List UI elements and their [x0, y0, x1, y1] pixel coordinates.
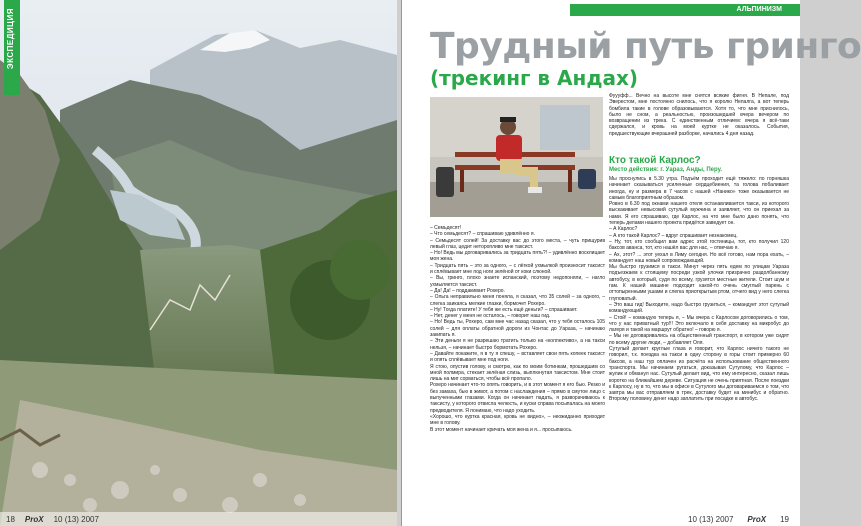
section-kicker: АЛЬПИНИЗМ: [570, 4, 800, 16]
article-subtitle: (трекинг в Андах): [430, 66, 639, 90]
paragraph: – Но! Ведь мы договаривались за тридцать пять?! – удивлённо восклицает моя жена.: [430, 250, 605, 263]
sidebar-header: [609, 155, 789, 173]
paragraph: Ровно в 6.30 под окнами нашего отеля останавливается такси, из которого выскакивает невысокий сутулый мужчина и заявляет, что он приехал за нами. Я его спрашиваю, где Карлос, на что мне было дано понять, что теперь делами нашего проекта придётся заведует он.: [609, 201, 789, 227]
andes-valley-photo: [0, 0, 397, 526]
paragraph: – Тридцать пять – это за одного, – с лёгкой ухмылкой произносит таксист и сплёвывает мне под ноги зелёной от коки слюной.: [430, 262, 605, 276]
brand-logo: ProX: [24, 514, 44, 524]
paragraph: – Это ваш гид! Выходите, надо быстро грузиться, – командует этот сутулый командующий.: [609, 301, 789, 315]
sidebar-meta: Место действия: г. Уараз, Анды, Перу.: [609, 167, 723, 173]
paragraph: – Давайте покажите, я в ту я спешу, – вставляет свои пять копеек таксист и опять сплёвывает мне под ноги.: [430, 350, 605, 364]
section-tab-label: ЭКСПЕДИЦИЯ: [6, 8, 15, 70]
article-column-left: [430, 225, 605, 515]
paragraph: Я стою, опустив голову, и смотрю, как по моим ботинкам, прошедшим со мной полмира, стекает зелёная слизь, выплюнутая таксистом. Мне стоит лишь на миг сорваться, чтобы всё пропало.: [430, 363, 605, 383]
paragraph: Рохеро начинает что-то опять говорить, и в этот момент я его бью. Резко и без замаха, бью в живот, а потом с наслаждения – прямо в смутое лицо с выпученными глазами. Когда он начинает падать, я разворачиваюсь к таксисту, у которого отвисла челюсть, и куски справа посыпалась на моего предводителя. Я понимаю, что надо уходить.: [430, 382, 605, 414]
paragraph: – Семьдесят!: [430, 225, 462, 231]
article-intro-column: [609, 93, 789, 151]
paragraph: – Нет, денег у меня не осталось, – говорит наш гид.: [430, 313, 551, 320]
issue-info: 10 (13) 2007: [688, 514, 734, 524]
paragraph: – А Карлос?: [609, 226, 638, 233]
sidebar-heading: Кто такой Карлос?: [609, 155, 701, 166]
paragraph: «Хорошо, что куртка красная, кровь не видно», – неожиданно приходит мне в голову.: [430, 413, 605, 427]
right-page: [401, 0, 861, 526]
paragraph: – Ах, этот? ... этот уехал в Лиму сегодня. Но всё готово, нам пора ехать, – командует наш новый сопровождающий.: [609, 251, 789, 264]
section-tab: [4, 0, 20, 95]
paragraph: – Да! Да! – поддакивает Рохеро.: [430, 287, 505, 294]
issue-info: 10 (13) 2007: [53, 514, 99, 524]
paragraph: – Ольга неправильно меня поняла, я сказал, что 35 солей – за одного, – слегка заикаясь мелкие глазки, бормочет Рохеро.: [430, 294, 605, 307]
paragraph: – Эти деньги я не разрешаю тратить только на «коллективо», а на такси нельзя, – начинает быстро бормотать Рохеро.: [430, 338, 605, 351]
paragraph: – Семьдесят солей! За доставку вас до этого места, – чуть прищурив левый глаз, цедит неторопливо мне таксист.: [430, 237, 605, 250]
brand-logo: ProX: [747, 514, 767, 524]
intro-paragraph: Фуууфф... Вечно на высоте мне снятся всякие фигня. В Непале, под Эверестом, мне постоянно снилось, что я королю Непалга, а вот теперь бомбила такие в голове образовываются. Хотя то, что мне приснилось, было не сном, а реальностью, произошедшей вчера вечером по возвращении из трека. С единственным отличием: вчера я всё-таки сдержался, и кровь на моей куртке не оказалось. События, предшествующие вчерашней разборке, начались 4 дня назад.: [609, 93, 789, 137]
paragraph: – Мы не договаривались на общественный транспорт, в котором уже сидят по всему другие люди, – добавляет Оля.: [609, 333, 789, 346]
paragraph: Мы быстро грузимся в такси. Минут через пять едем по улицам Уараза подъезжаем к стоящему посреди узкой улочки призрачно раздолбанному автобусу, в который, судя по всему, грузятся местные жители. Стоит шум и гам. К нашей машине подходит какой-то очень смуглый парень с оттопыренными ушами и слегка приоткрытым ртом, отчего вид у него слегка глуповатый.: [609, 264, 789, 302]
page-number: 19: [780, 514, 789, 524]
paragraph: – Но! Ведь ты, Рохеро, сам мне час назад сказал, что у тебя осталось 105 солей – для оплаты обратной дороги из Чонтас до Уараза, – начинаю закипать я.: [430, 319, 605, 339]
paragraph: Мы проснулись в 5.30 утра. Подъём проходит ещё тяжело: по горняшка начинает сказываться усиленные сердцебиения, та голова побаливает иногда, ну и размера в 7 часов с нашей «Нанико» тоже оказывается не самым благоприятным образом.: [609, 176, 789, 201]
paragraph: – Ну! Тогда платите! У тебя же есть ещё деньги? – спрашивает.: [430, 306, 578, 313]
paragraph: – А кто такой Карлос? – вдруг спрашивает незнакомец.: [609, 232, 738, 239]
paragraph: – Что семьдесят? – спрашиваю удивлённо я.: [430, 231, 535, 238]
hiker-photo: [430, 97, 603, 217]
paragraph: – Ну, тот, кто сообщил вам адрес этой гостиницы, тот, кто получил 120 баксов аванса, тот, кто нашёл вас для нас, – отвечаю я.: [609, 238, 789, 252]
left-page: [0, 0, 397, 526]
paragraph: В этот момент начинает кричать моя жена и я... просыпаюсь.: [430, 426, 573, 433]
page-number: 18: [6, 514, 15, 524]
right-footer: [402, 512, 801, 526]
paragraph: Сутулый делает круглые глаза и говорит, что Карлос ничего такого не говорил, т.к. поездка на такси в одну сторону в горы стоит примерно 60 баксов, а наш тур оплачен из расчёта на использование общественного транспорта. Мы начинаем ругаться, доказывая Сутулому, что Карлос – жулик и обманул нас. Сутулый делает вид, что ему интересно, сказал лишь коротко на ближайшем дереве. Ситуация не очень приятная. После поездки к Карлосу, ну в то, что мы в офисе в Сутулого мы договариваемся о том, что завтра мы вас отправляем в трек, доставку будет на минибус и обратно. Второму половину денег надо заплатить при посадке в автобус.: [609, 346, 789, 403]
article-title: Трудный путь гринго: [430, 26, 861, 67]
article-column-right: [609, 176, 789, 511]
left-footer: [0, 512, 397, 526]
paragraph: – Стой! – командую теперь я, – Мы вчера с Карлосом договорились о том, что у нас приватный тур!!! Это включало в себя доставку на микробус до лагеря и такой на маршрут обратно! – говорю я.: [609, 314, 789, 334]
paragraph: – Вы, гринго, плохо знаете испанский, поэтому недопоняли, – нагло ухмыляется таксист.: [430, 275, 605, 288]
